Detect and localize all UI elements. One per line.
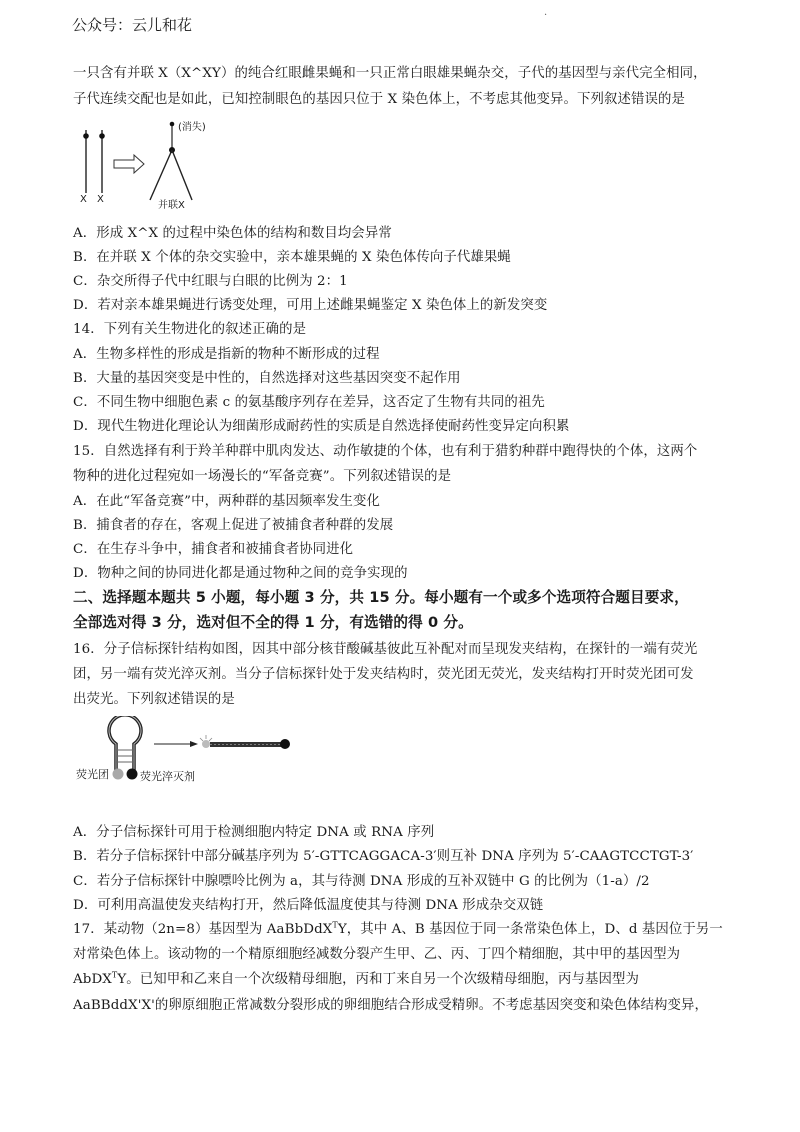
q16-stem-line-3: 出荧光。下列叙述错误的是 xyxy=(73,692,235,707)
q17-line-3-part-a: AbDX xyxy=(73,972,112,987)
q13-option-a: A．形成 X^X 的过程中染色体的结构和数目均会异常 xyxy=(73,226,392,241)
q16-stem-line-1: 16．分子信标探针结构如图，因其中部分核苷酸碱基彼此互补配对而呈现发夹结构，在探针的一端有荧光 xyxy=(73,642,698,657)
q17-line-3-part-b: Y。已知甲和乙来自一个次级精母细胞，丙和丁来自另一个次级精母细胞，丙与基因型为 xyxy=(117,972,639,987)
q13-option-b: B．在并联 X 个体的杂交实验中，亲本雄果蝇的 X 染色体传向子代雄果蝇 xyxy=(73,250,511,265)
q14-option-c: C．不同生物中细胞色素 c 的氨基酸序列存在差异，这否定了生物有共同的祖先 xyxy=(73,395,545,410)
q16-stem-line-2: 团，另一端有荧光淬灭剂。当分子信标探针处于发夹结构时，荧光团无荧光，发夹结构打开时荧光团可发 xyxy=(73,667,694,682)
lost-label: (消失) xyxy=(178,122,206,133)
section2-heading-line-1: 二、选择题本题共 5 小题，每小题 3 分，共 15 分。每小题有一个或多个选项符合题目要求， xyxy=(73,589,689,606)
section2-heading-line-2: 全部选对得 3 分，选对但不全的得 1 分，有选错的得 0 分。 xyxy=(73,614,473,631)
q17-line-1-superscript: T xyxy=(332,920,338,930)
q14-option-d: D．现代生物进化理论认为细菌形成耐药性的实质是自然选择使耐药性变异定向积累 xyxy=(73,419,570,434)
q17-line-1 xyxy=(73,918,723,937)
q17-line-1-part-a: 17．某动物（2n=8）基因型为 AaBbDdX xyxy=(73,922,333,937)
fluorophore-label: 荧光团 xyxy=(76,768,109,781)
q14-stem: 14．下列有关生物进化的叙述正确的是 xyxy=(73,322,307,337)
q15-stem-line-2: 物种的进化过程宛如一场漫长的“军备竞赛”。下列叙述错误的是 xyxy=(73,469,452,484)
q16-option-d: D．可利用高温使发夹结构打开，然后降低温度使其与待测 DNA 形成杂交双链 xyxy=(73,898,544,913)
q13-figure xyxy=(78,118,208,211)
q16-figure xyxy=(72,716,312,796)
q16-option-c: C．若分子信标探针中腺嘌呤比例为 a，其与待测 DNA 形成的互补双链中 G 的比例为（1-a）/2 xyxy=(73,874,650,889)
q16-option-a: A．分子信标探针可用于检测细胞内特定 DNA 或 RNA 序列 xyxy=(73,825,435,840)
x-label-1: X xyxy=(80,194,87,205)
q14-option-a: A．生物多样性的形成是指新的物种不断形成的过程 xyxy=(73,347,380,362)
account-header: 公众号：云儿和花 xyxy=(72,16,193,34)
q17-line-3 xyxy=(73,968,639,987)
molecular-beacon-diagram xyxy=(72,716,312,796)
q15-option-c: C．在生存斗争中，捕食者和被捕食者协同进化 xyxy=(73,542,354,557)
q13-stem-line-2: 子代连续交配也是如此，已知控制眼色的基因只位于 X 染色体上，不考虑其他变异。下列叙述错误的是 xyxy=(73,92,685,107)
q13-option-d: D．若对亲本雄果蝇进行诱变处理，可用上述雌果蝇鉴定 X 染色体上的新发突变 xyxy=(73,298,548,313)
attached-x-label: 并联X xyxy=(158,200,185,211)
q13-stem-line-1: 一只含有并联 X（X^XY）的纯合红眼雌果蝇和一只正常白眼雄果蝇杂交，子代的基因型与亲代完全相同， xyxy=(73,66,707,81)
corner-mark: · xyxy=(544,10,548,21)
q14-option-b: B．大量的基因突变是中性的，自然选择对这些基因突变不起作用 xyxy=(73,371,461,386)
x-label-2: X xyxy=(97,194,104,205)
q17-line-2: 对常染色体上。该动物的一个精原细胞经减数分裂产生甲、乙、丙、丁四个精细胞，其中甲的基因型为 xyxy=(73,947,681,962)
q17-line-1-part-b: Y，其中 A、B 基因位于同一条常染色体上，D、d 基因位于另一 xyxy=(337,922,723,937)
q17-line-4: AaBBddX'X'的卵原细胞正常减数分裂形成的卵细胞结合形成受精卵。不考虑基因突变和染色体结构变异， xyxy=(73,998,709,1013)
q15-option-b: B．捕食者的存在，客观上促进了被捕食者种群的发展 xyxy=(73,518,394,533)
q15-option-d: D．物种之间的协同进化都是通过物种之间的竞争实现的 xyxy=(73,566,408,581)
q15-option-a: A．在此“军备竞赛”中，两种群的基因频率发生变化 xyxy=(73,494,380,509)
q16-option-b: B．若分子信标探针中部分碱基序列为 5′-GTTCAGGACA-3′则互补 DNA 序列为 5′-CAAGTCCTGT-3′ xyxy=(73,849,694,864)
q17-line-3-superscript: T xyxy=(111,970,118,980)
q13-option-c: C．杂交所得子代中红眼与白眼的比例为 2：1 xyxy=(73,274,348,289)
q15-stem-line-1: 15．自然选择有利于羚羊种群中肌肉发达、动作敏捷的个体，也有利于猎豹种群中跑得快的个体，这两个 xyxy=(73,444,698,459)
quencher-label: 荧光淬灭剂 xyxy=(140,770,195,783)
